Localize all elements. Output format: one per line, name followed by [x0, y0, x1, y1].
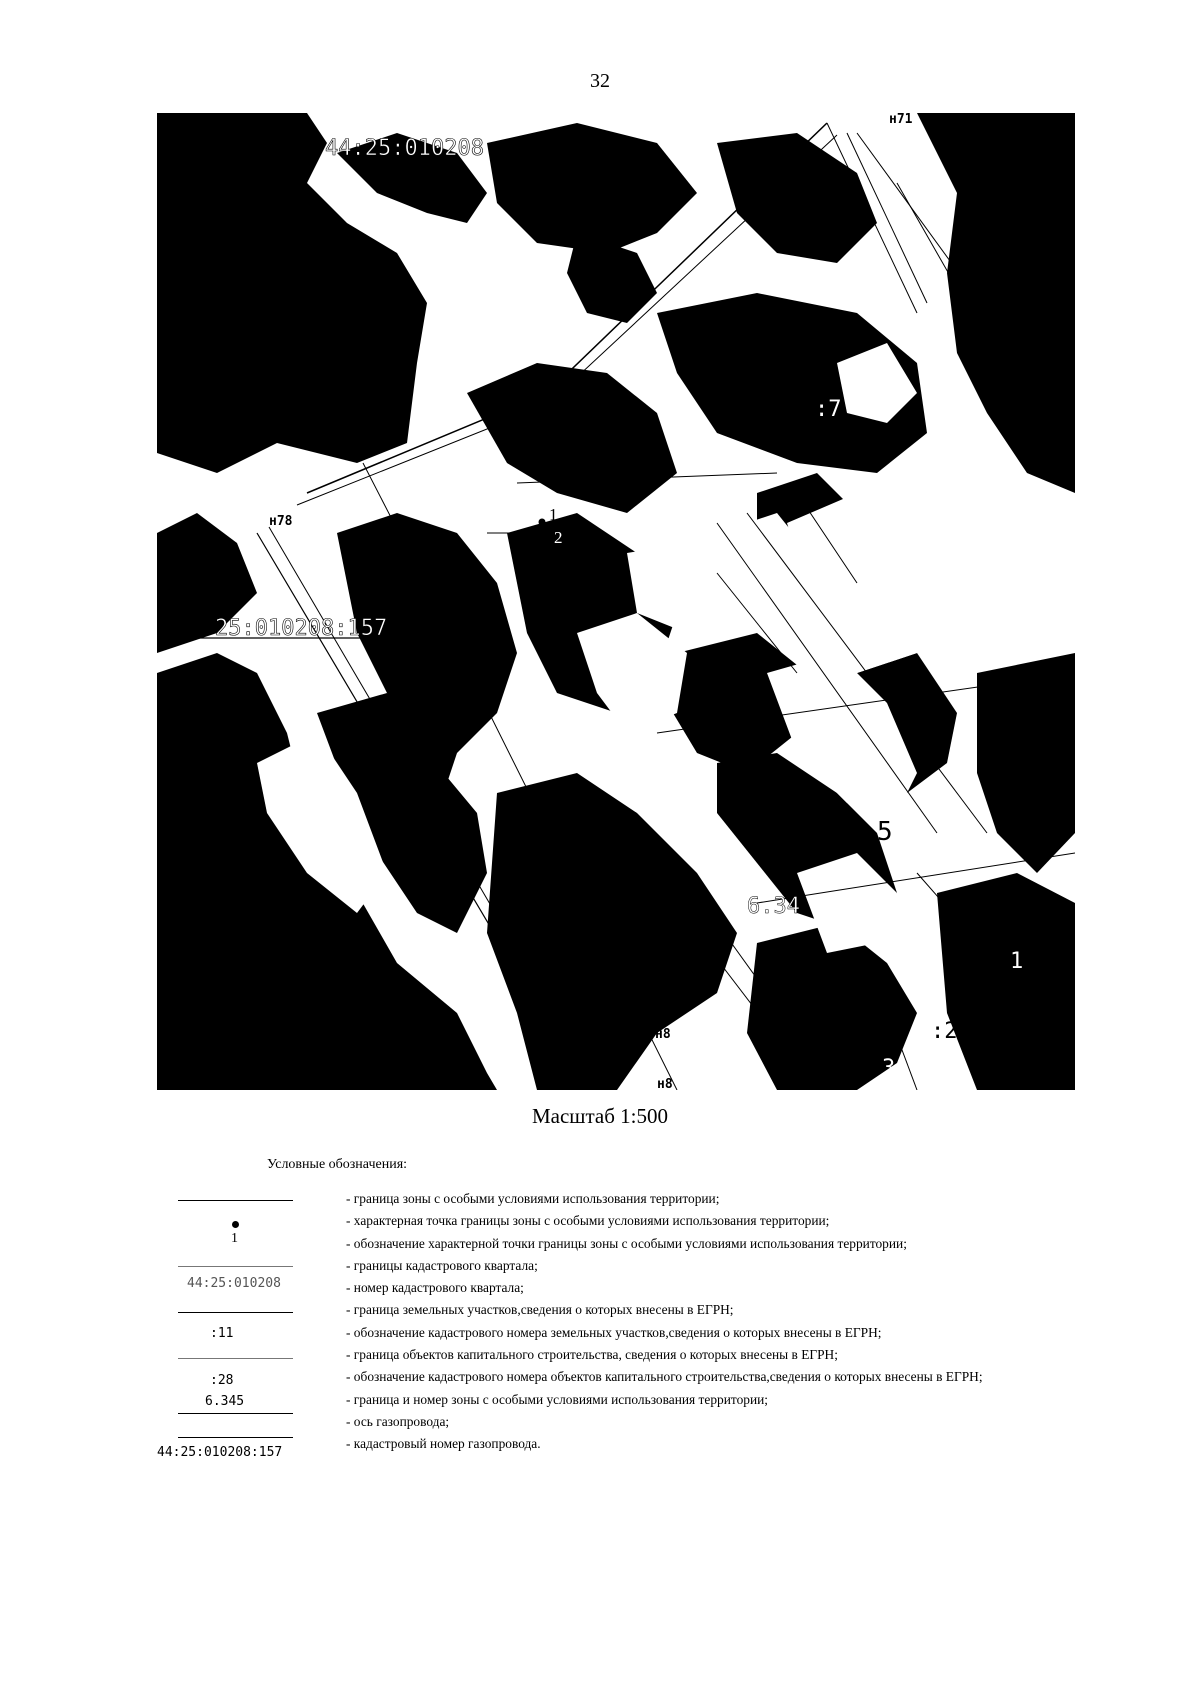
point-label-n78: н78: [269, 514, 293, 529]
legend-title: Условные обозначения:: [267, 1157, 408, 1172]
parcel-label-4-right: 4: [1035, 709, 1049, 734]
legend-zone-number: 6.345: [205, 1394, 245, 1409]
aerial-map: [157, 113, 1075, 1090]
legend-zone-number-line: [178, 1413, 293, 1414]
parcel-label-5: 5: [877, 817, 893, 847]
legend-pipeline-number: 44:25:010208:157: [157, 1445, 283, 1460]
legend-list: [346, 1188, 983, 1456]
legend-item: - обозначение кадастрового номера объектов капитального строительства,сведения о которых внесены в ЕГРН;: [346, 1369, 983, 1385]
legend-item: - характерная точка границы зоны с особыми условиями использования территории;: [346, 1213, 830, 1229]
legend-item: - кадастровый номер газопровода.: [346, 1436, 541, 1452]
zone-label: 6.34: [747, 894, 800, 919]
parcel-label-11: :11: [633, 504, 673, 529]
legend-point-dot: [232, 1221, 239, 1228]
legend-quarter-boundary-line: [178, 1266, 293, 1267]
legend-item: - граница и номер зоны с особыми условиями использования территории;: [346, 1391, 769, 1407]
parcel-label-3: 3: [882, 1056, 896, 1081]
point-label-n79: н79: [504, 814, 528, 829]
map-frame: [157, 113, 1075, 1090]
legend-building-boundary-line: [178, 1358, 293, 1359]
legend-parcel-boundary-line: [178, 1312, 293, 1313]
point-label-2: 2: [554, 528, 563, 547]
pipeline-label: 25:010208:157: [215, 616, 388, 641]
parcel-label-4-top: :4: [917, 307, 942, 331]
page-number: 32: [590, 70, 610, 92]
parcel-label-1-right: 1: [1010, 949, 1024, 974]
legend-item: - обозначение характерной точки границы зоны с особыми условиями использования территории;: [346, 1235, 907, 1251]
scale-label: Масштаб 1:500: [531, 1104, 668, 1128]
quarter-label: 44:25:010208: [325, 136, 484, 161]
legend-pipeline-axis-line: [178, 1437, 293, 1438]
characteristic-point: [539, 519, 546, 526]
legend-parcel-number: :11: [210, 1326, 234, 1341]
legend-item: - граница зоны с особыми условиями использования территории;: [346, 1191, 720, 1206]
legend-item: - обозначение кадастрового номера земельных участков,сведения о которых внесены в ЕГРН;: [346, 1324, 882, 1340]
parcel-label-7: :7: [815, 397, 842, 422]
point-label-n8: н8: [655, 1027, 671, 1042]
parcel-label-18: 18: [1052, 1031, 1069, 1047]
legend-item: - номер кадастрового квартала;: [346, 1280, 524, 1296]
legend-item: - границы кадастрового квартала;: [346, 1257, 538, 1273]
legend-item: - граница земельных участков,сведения о которых внесены в ЕГРН;: [346, 1302, 734, 1318]
legend-item: - ось газопровода;: [346, 1413, 450, 1429]
point-label-n8-bottom: н8: [657, 1077, 673, 1090]
legend-zone-boundary-line: [178, 1200, 293, 1201]
building-label-28: :28: [931, 1019, 971, 1044]
legend-item: - граница объектов капитального строительства, сведения о которых внесены в ЕГРН;: [346, 1347, 838, 1363]
legend-quarter-number: 44:25:010208: [187, 1276, 281, 1291]
legend-building-number: :28: [210, 1373, 234, 1388]
point-label-1: 1: [549, 505, 558, 524]
point-label-n71: н71: [889, 113, 913, 127]
legend-point-label: 1: [231, 1231, 238, 1246]
